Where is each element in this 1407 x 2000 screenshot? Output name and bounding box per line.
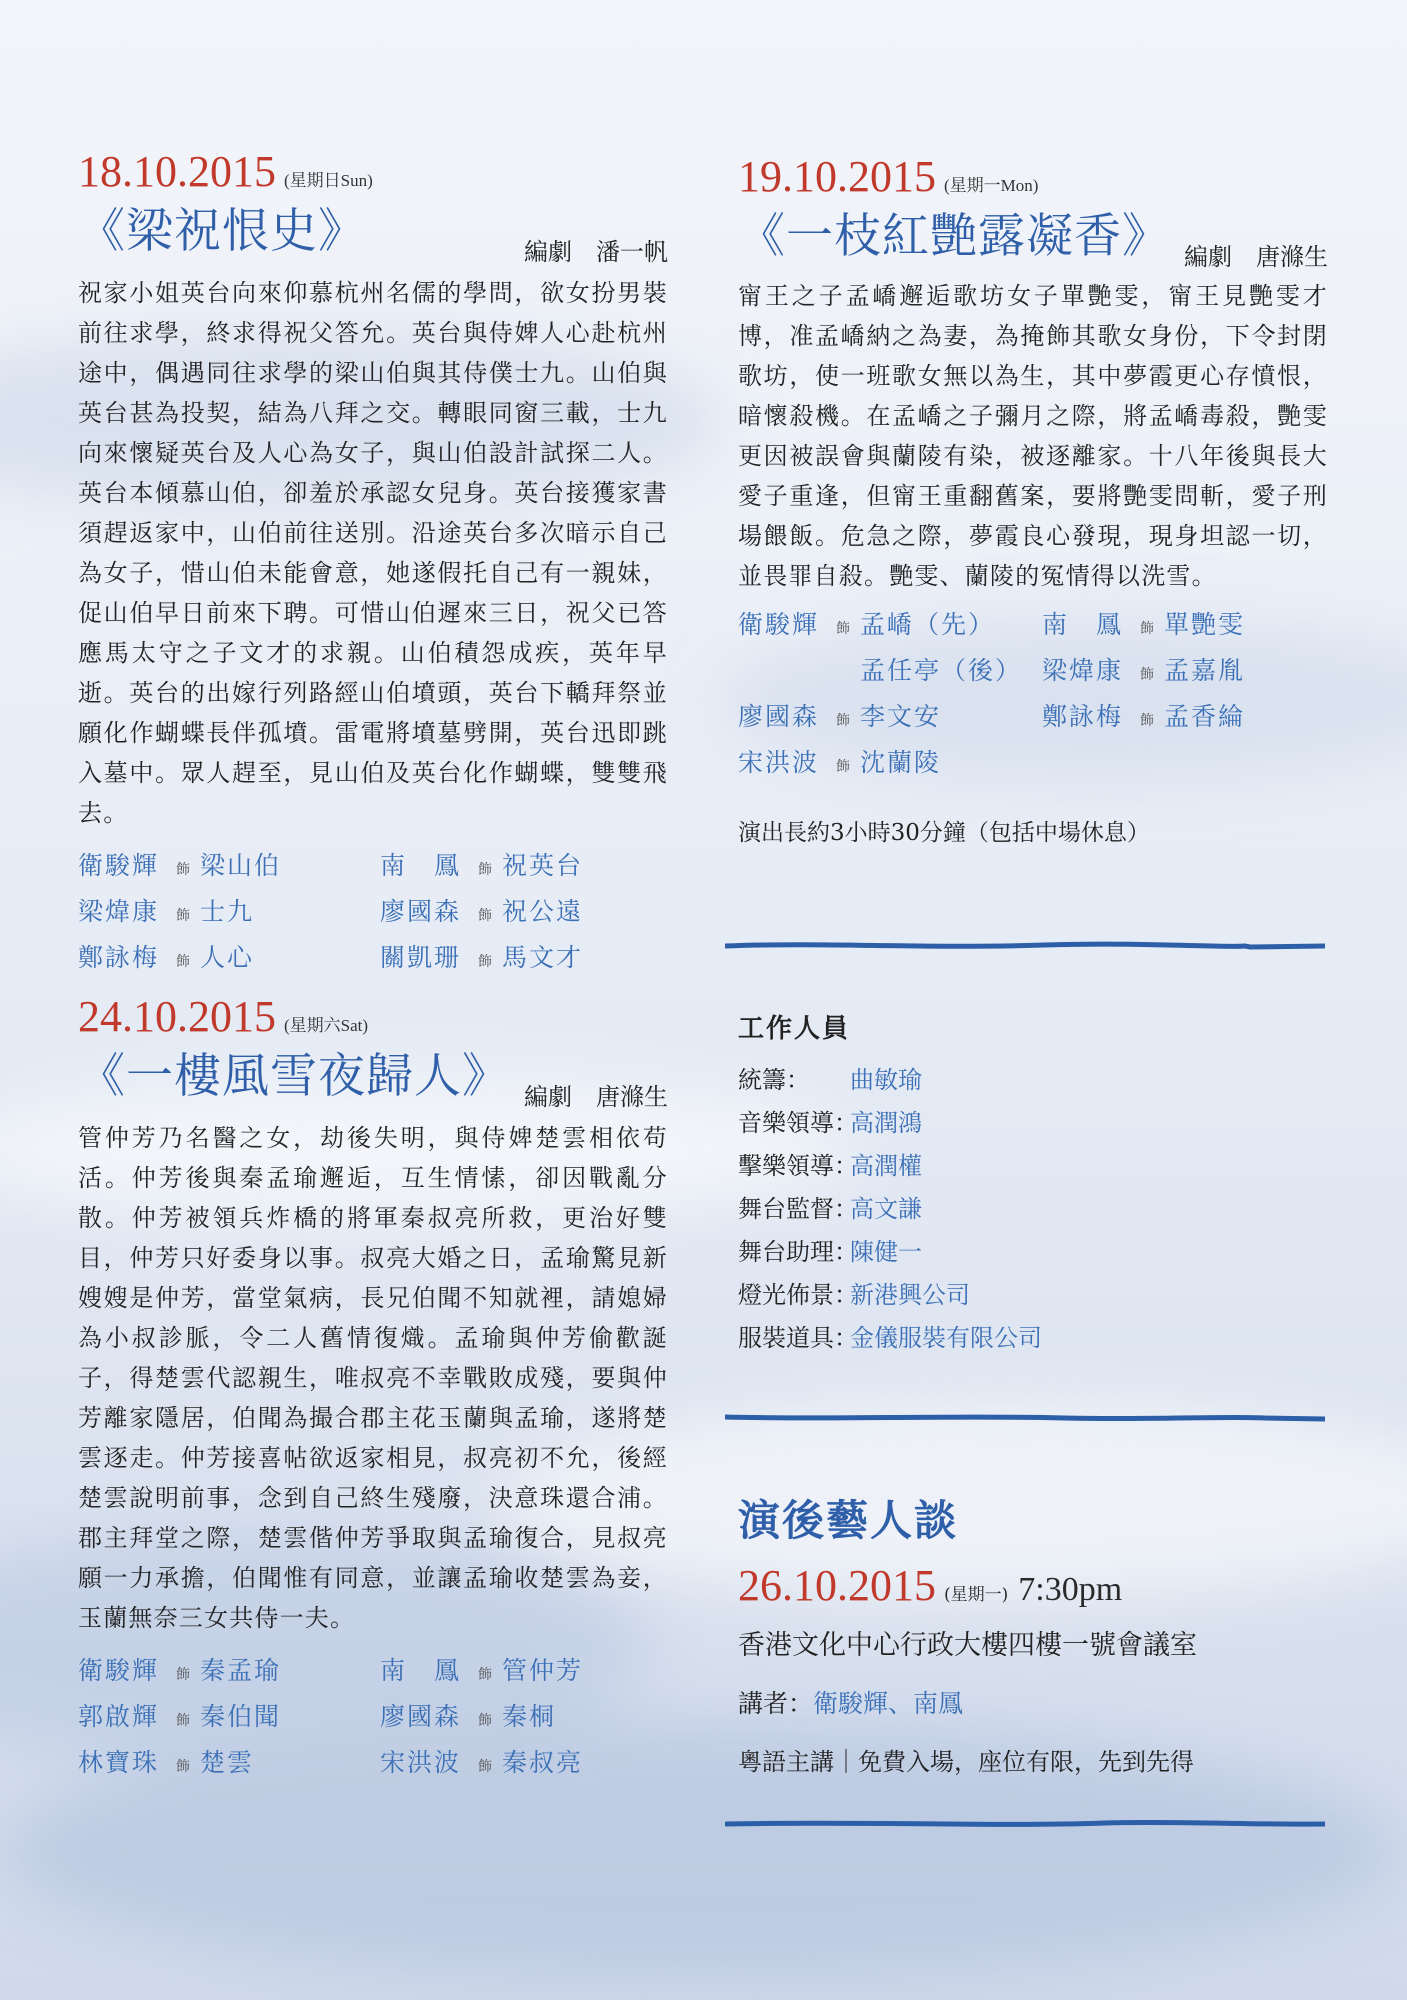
staff-section — [738, 1008, 1328, 1360]
cast-row: 鄭詠梅 飾 人心 — [78, 943, 255, 972]
talk-speakers: 講者：衛駿輝、南鳳 — [738, 1689, 964, 1718]
cast-row: 衛駿輝 飾 梁山伯 — [78, 851, 282, 880]
duration-note: 演出長約3小時30分鐘（包括中場休息） — [738, 820, 1150, 846]
cast-row: 廖國森 飾 秦桐 — [380, 1702, 557, 1731]
cast-row: 南 鳳 飾 單艷雯 — [1042, 610, 1246, 639]
writer-credit: 編劇 唐滌生 — [524, 1083, 668, 1111]
cast-row: 南 鳳 飾 管仲芳 — [380, 1656, 584, 1685]
show-date — [738, 152, 1328, 201]
cast-row: 郭啟輝 飾 秦伯聞 — [78, 1702, 282, 1731]
show-date — [78, 992, 668, 1041]
cast-row: 南 鳳 飾 祝英台 — [380, 851, 584, 880]
staff-row: 音樂領導：高潤鴻 — [738, 1109, 922, 1137]
cast-row: 宋洪波 飾 沈蘭陵 — [738, 748, 942, 777]
cast-row: 林寶珠 飾 楚雲 — [78, 1748, 255, 1777]
synopsis: 管仲芳乃名醫之女，劫後失明，與侍婢楚雲相依苟活。仲芳後與秦孟瑜邂逅，互生情愫，卻因戰亂分散。仲芳被領兵炸橋的將軍秦叔亮所救，更治好雙目，仲芳只好委身以事。叔亮大婚之日，孟瑜驚見新嫂嫂是仲芳，當堂氣病，長兄伯聞不知就裡，請媳婦為小叔診脈，令二人舊情復熾。孟瑜與仲芳偷歡誕子，得楚雲代認親生，唯叔亮不幸戰敗成殘，要與仲芳離家隱居，伯聞為撮合郡主花玉蘭與孟瑜，遂將楚雲逐走。仲芳接喜帖欲返家相見，叔亮初不允，後經楚雲說明前事，念到自己終生殘廢，決意珠還合浦。郡主拜堂之際，楚雲偕仲芳爭取與孟瑜復合，見叔亮願一力承擔，伯聞惟有同意，並讓孟瑜收楚雲為妾，玉蘭無奈三女共侍一夫。 — [78, 1124, 668, 1632]
cast-row: 關凱珊 飾 馬文才 — [380, 943, 584, 972]
cast-list — [738, 606, 1328, 786]
writer-credit: 編劇 唐滌生 — [1184, 243, 1328, 271]
cast-row: 宋洪波 飾 秦叔亮 — [380, 1748, 584, 1777]
show-date — [78, 147, 668, 196]
cast-row: 衛駿輝 飾 孟嶠（先） — [738, 610, 996, 639]
talk-note: 粵語主講｜免費入場，座位有限，先到先得 — [738, 1748, 1194, 1776]
show-title: 《一樓風雪夜歸人》 — [78, 1049, 510, 1104]
brush-divider — [725, 1818, 1325, 1830]
post-show-talk — [738, 1488, 1338, 1777]
cast-list — [78, 847, 668, 981]
show-1 — [78, 147, 668, 981]
cast-row: 廖國森 飾 李文安 — [738, 702, 942, 731]
weekday-text: (星期一Mon) — [944, 176, 1039, 195]
cast-row: 梁煒康 飾 孟嘉胤 — [1042, 656, 1246, 685]
staff-row: 擊樂領導：高潤權 — [738, 1152, 922, 1180]
writer-credit: 編劇 潘一帆 — [524, 238, 668, 266]
staff-row: 統籌： 曲敏瑜 — [738, 1066, 922, 1094]
synopsis: 祝家小姐英台向來仰慕杭州名儒的學問，欲女扮男裝前往求學，終求得祝父答允。英台與侍婢人心赴杭州途中，偶遇同往求學的梁山伯與其侍僕士九。山伯與英台甚為投契，結為八拜之交。轉眼同窗三載，士九向來懷疑英台及人心為女子，與山伯設計試探二人。英台本傾慕山伯，卻羞於承認女兒身。英台接獲家書須趕返家中，山伯前往送別。沿途英台多次暗示自己為女子，惜山伯未能會意，她遂假托自己有一親妹，促山伯早日前來下聘。可惜山伯遲來三日，祝父已答應馬太守之子文才的求親。山伯積怨成疾，英年早逝。英台的出嫁行列路經山伯墳頭，英台下轎拜祭並願化作蝴蝶長伴孤墳。雷電將墳墓劈開，英台迅即跳入墓中。眾人趕至，見山伯及英台化作蝴蝶，雙雙飛去。 — [78, 279, 668, 827]
show-title: 《梁祝恨史》 — [78, 204, 366, 259]
cast-row: 鄭詠梅 飾 孟香綸 — [1042, 702, 1246, 731]
cast-list — [78, 1652, 668, 1786]
talk-datetime: 26.10.2015 (星期一) 7:30pm — [738, 1561, 1123, 1610]
brush-divider — [725, 1412, 1325, 1424]
cast-row: 廖國森 飾 祝公遠 — [380, 897, 584, 926]
date-text: 19.10.2015 — [738, 152, 936, 201]
cast-row: 梁煒康 飾 士九 — [78, 897, 255, 926]
weekday-text: (星期日Sun) — [284, 171, 373, 190]
cast-row: 衛駿輝 飾 秦孟瑜 — [78, 1656, 282, 1685]
brush-divider — [725, 940, 1325, 952]
staff-row: 服裝道具：金儀服裝有限公司 — [738, 1324, 1042, 1352]
date-text: 18.10.2015 — [78, 147, 276, 196]
staff-row: 舞台監督：高文謙 — [738, 1195, 922, 1223]
cast-row: 孟任亭（後） — [860, 656, 1023, 685]
show-title: 《一枝紅艷露凝香》 — [738, 209, 1170, 264]
show-3 — [78, 992, 668, 1786]
talk-heading: 演後藝人談 — [738, 1496, 959, 1545]
staff-row: 燈光佈景：新港興公司 — [738, 1281, 970, 1309]
show-2 — [738, 152, 1328, 847]
staff-row: 舞台助理：陳健一 — [738, 1238, 922, 1266]
synopsis: 甯王之子孟嶠邂逅歌坊女子單艷雯，甯王見艷雯才博，准孟嶠納之為妻，為掩飾其歌女身份，下令封閉歌坊，使一班歌女無以為生，其中夢霞更心存憤恨，暗懷殺機。在孟嶠之子彌月之際，將孟嶠毒殺，艷雯更因被誤會與蘭陵有染，被逐離家。十八年後與長大愛子重逢，但甯王重翻舊案，要將艷雯問斬，愛子刑場餵飯。危急之際，夢霞良心發現，現身坦認一切，並畏罪自殺。艷雯、蘭陵的冤情得以洗雪。 — [738, 282, 1328, 590]
talk-venue: 香港文化中心行政大樓四樓一號會議室 — [738, 1630, 1197, 1661]
staff-heading: 工作人員 — [738, 1014, 851, 1044]
date-text: 24.10.2015 — [78, 992, 276, 1041]
weekday-text: (星期六Sat) — [284, 1016, 369, 1035]
